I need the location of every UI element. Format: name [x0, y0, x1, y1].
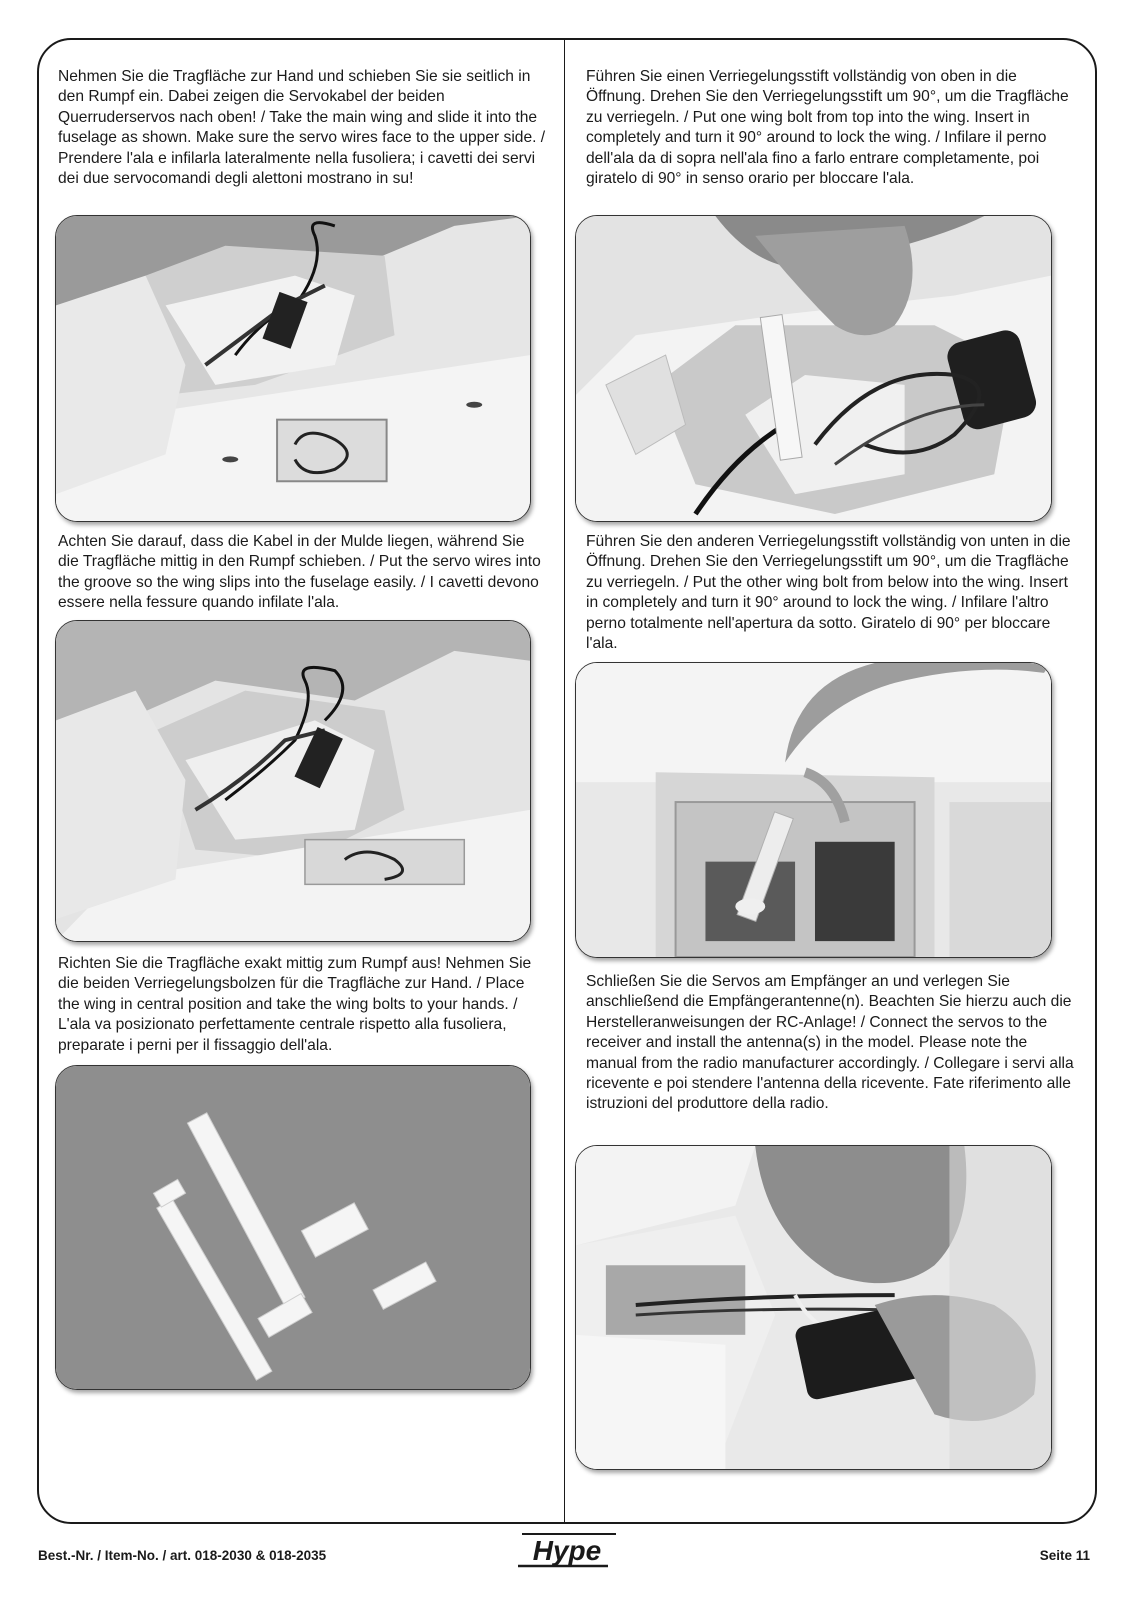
instruction-text-left-3: Richten Sie die Tragfläche exakt mittig zum Rumpf aus! Nehmen Sie die beiden Verriegelungsbolzen für die Tragfläche zur Hand. / Place the wing in central position and take the wing bolts to your hands. / L'ala va posizionato perfettamente centrale rispetto alla fusoliera, preparate i perni per il fissaggio dell'ala.	[58, 955, 532, 1054]
photo-wires-in-groove	[55, 620, 531, 942]
instruction-text-right-3: Schließen Sie die Servos am Empfänger an und verlegen Sie anschließend die Empfängerantenne(n). Beachten Sie hierzu auch die Herstelleranweisungen der RC-Anlage! / Connect the servos to the receiver and install the antenna(s) in the model. Please note the manual from the radio manufacturer accordingly. / Collegare i servi alla ricevente e poi stendere l'antenna della ricevente. Fate riferimento alle istruzioni del produttore della radio.	[586, 973, 1074, 1113]
photo-bolt-from-below	[575, 662, 1052, 958]
instruction-text-right-2: Führen Sie den anderen Verriegelungsstift vollständig von unten in die Öffnung. Drehen Sie den Verriegelungsstift um 90°, um die Tragfläche zu verriegeln. / Put the other wing bolt from below into the wing. Insert in completely and turn it 90° around to lock the wing. / Infilare l'altro perno totalmente nell'apertura da sotto. Giratelo di 90° per bloccare l'ala.	[586, 533, 1071, 653]
hype-logo	[512, 1528, 622, 1572]
photo-wing-bolts	[55, 1065, 531, 1390]
photo-wing-insert	[55, 215, 531, 522]
instruction-text-left-2: Achten Sie darauf, dass die Kabel in der Mulde liegen, während Sie die Tragfläche mittig in den Rumpf schieben. / Put the servo wires into the groove so the wing slips into the fuselage easily. / I cavetti devono essere nella fessure quando infilate l'ala.	[58, 533, 541, 612]
instruction-text-right-1: Führen Sie einen Verriegelungsstift vollständig von oben in die Öffnung. Drehen Sie den Verriegelungsstift um 90°, um die Tragfläche zu verriegeln. / Put one wing bolt from top into the wing. Insert in completely and turn it 90° around to lock the wing. / Infilare il perno dell'ala da di sopra nell'ala fino a farlo entrare completamente, poi giratelo di 90° in senso orario per bloccare l'ala.	[586, 68, 1069, 188]
column-divider	[564, 38, 565, 1524]
instruction-text-left-1: Nehmen Sie die Tragfläche zur Hand und schieben Sie sie seitlich in den Rumpf ein. Dabei zeigen die Servokabel der beiden Querruderservos nach oben! / Take the main wing and slide it into the fuselage as shown. Make sure the servo wires face to the upper side. / Prendere l'ala e infilarla lateralmente nella fusoliera; i cavetti dei servi dei due servocomandi degli alettoni mostrano in su!	[58, 68, 546, 188]
photo-receiver-connect	[575, 1145, 1052, 1470]
page-number: Seite 11	[1039, 1548, 1090, 1563]
svg-text:Hype: Hype	[532, 1535, 602, 1566]
photo-bolt-from-top	[575, 215, 1052, 522]
item-number: Best.-Nr. / Item-No. / art. 018-2030 & 018-2035	[38, 1548, 327, 1563]
